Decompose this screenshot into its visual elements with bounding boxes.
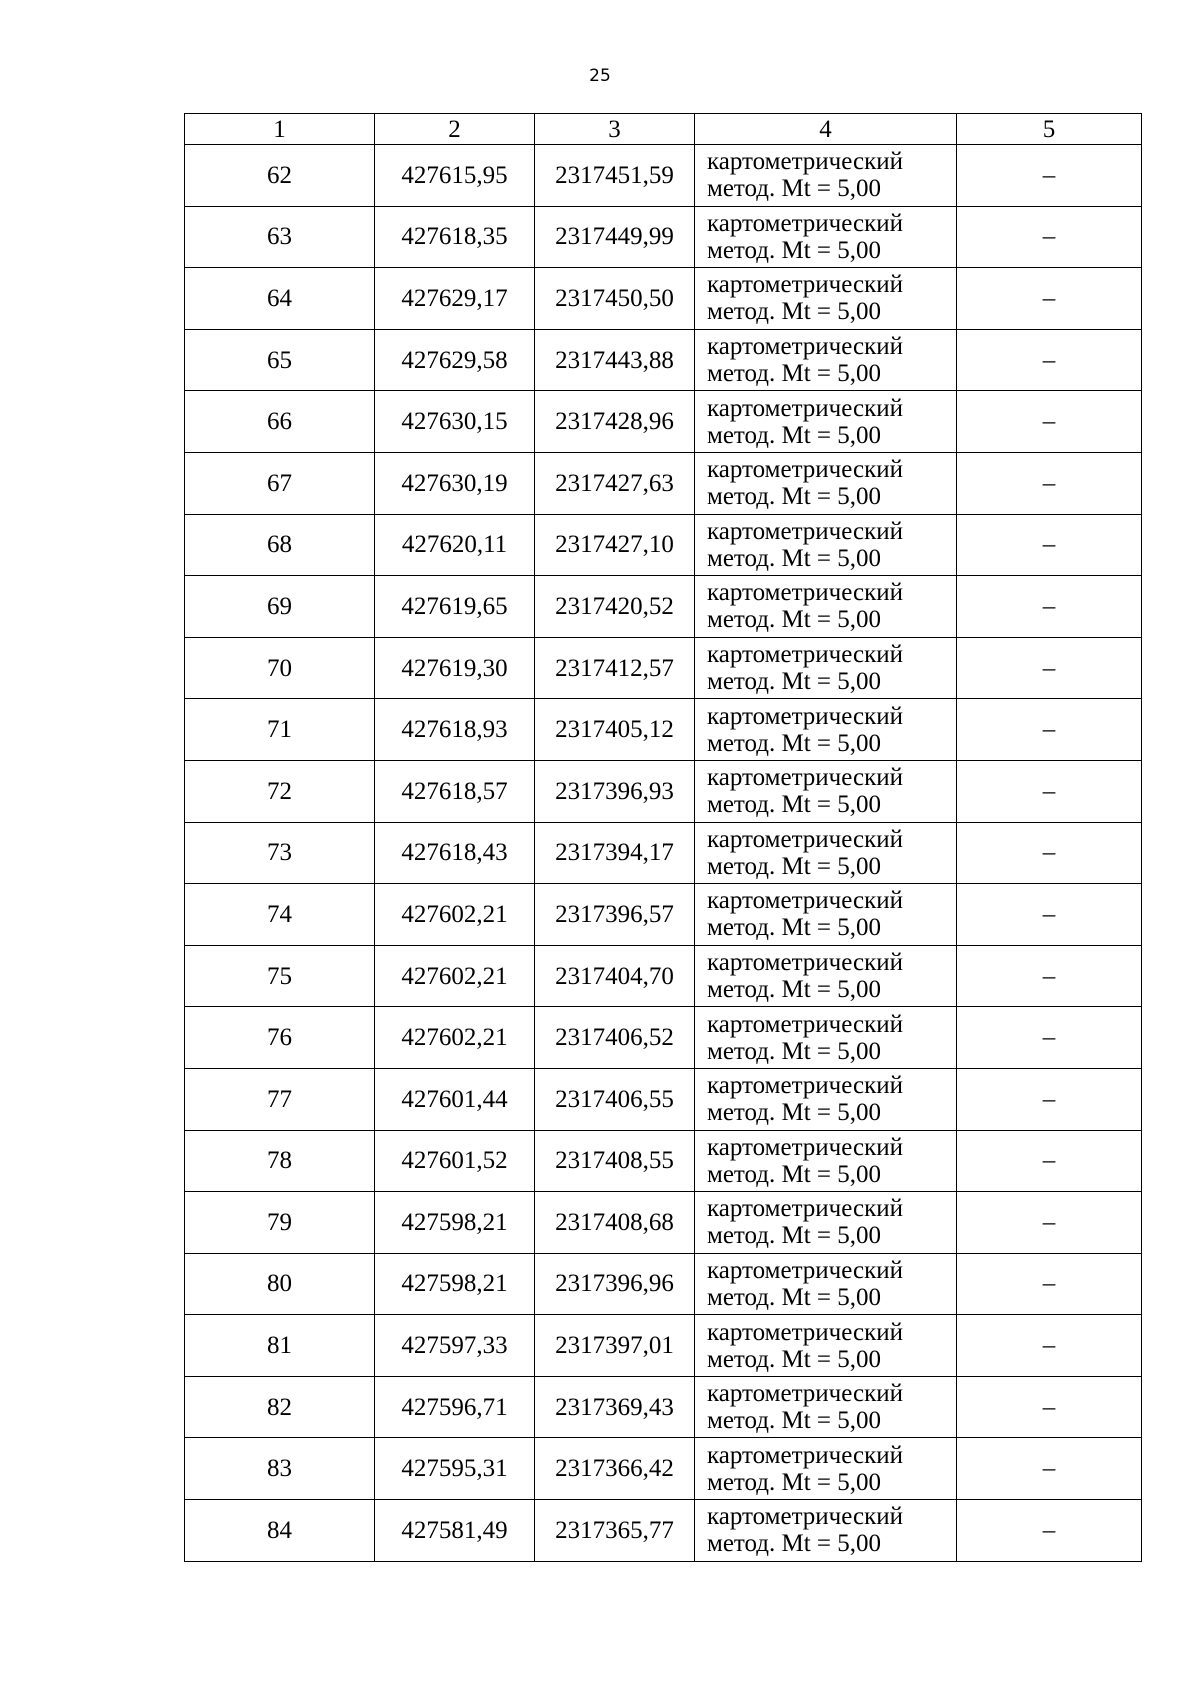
method-cell [695, 760, 957, 822]
table-row [185, 576, 1142, 638]
header-col-3: 3 [535, 114, 695, 145]
point-number-cell: 78 [185, 1130, 375, 1192]
x-coordinate-cell: 427618,93 [375, 699, 535, 761]
y-coordinate-cell: 2317365,77 [535, 1500, 695, 1562]
point-number-cell: 80 [185, 1253, 375, 1315]
x-coordinate-cell: 427618,35 [375, 206, 535, 268]
method-line-2: метод. Mt = 5,00 [707, 852, 882, 880]
point-number-cell: 63 [185, 206, 375, 268]
note-cell: – [957, 884, 1142, 946]
method-line-2: метод. Mt = 5,00 [707, 1222, 882, 1250]
note-cell: – [957, 268, 1142, 330]
point-number-cell: 76 [185, 1007, 375, 1069]
method-line-2: метод. Mt = 5,00 [707, 1530, 882, 1558]
method-cell [695, 884, 957, 946]
method-line-1: картометрический [707, 1256, 903, 1284]
method-line-1: картометрический [707, 702, 903, 730]
y-coordinate-cell: 2317420,52 [535, 576, 695, 638]
note-cell: – [957, 699, 1142, 761]
point-number-cell: 75 [185, 945, 375, 1007]
method-line-2: метод. Mt = 5,00 [707, 360, 882, 388]
note-cell: – [957, 391, 1142, 453]
point-number-cell: 77 [185, 1068, 375, 1130]
method-line-2: метод. Mt = 5,00 [707, 976, 882, 1004]
y-coordinate-cell: 2317428,96 [535, 391, 695, 453]
y-coordinate-cell: 2317404,70 [535, 945, 695, 1007]
table-row [185, 1315, 1142, 1377]
table-row [185, 452, 1142, 514]
method-cell [695, 268, 957, 330]
x-coordinate-cell: 427619,65 [375, 576, 535, 638]
y-coordinate-cell: 2317369,43 [535, 1376, 695, 1438]
x-coordinate-cell: 427596,71 [375, 1376, 535, 1438]
point-number-cell: 70 [185, 637, 375, 699]
y-coordinate-cell: 2317449,99 [535, 206, 695, 268]
y-coordinate-cell: 2317427,63 [535, 452, 695, 514]
method-line-2: метод. Mt = 5,00 [707, 236, 882, 264]
method-line-1: картометрический [707, 1010, 903, 1038]
method-cell [695, 1253, 957, 1315]
x-coordinate-cell: 427620,11 [375, 514, 535, 576]
method-line-2: метод. Mt = 5,00 [707, 729, 882, 757]
method-line-1: картометрический [707, 825, 903, 853]
method-cell [695, 1438, 957, 1500]
method-line-2: метод. Mt = 5,00 [707, 544, 882, 572]
x-coordinate-cell: 427618,57 [375, 760, 535, 822]
y-coordinate-cell: 2317405,12 [535, 699, 695, 761]
method-line-1: картометрический [707, 579, 903, 607]
header-col-1: 1 [185, 114, 375, 145]
method-cell [695, 1192, 957, 1254]
point-number-cell: 67 [185, 452, 375, 514]
table-header [185, 114, 1142, 145]
note-cell: – [957, 576, 1142, 638]
note-cell: – [957, 1130, 1142, 1192]
table-row [185, 1130, 1142, 1192]
method-line-1: картометрический [707, 333, 903, 361]
method-line-2: метод. Mt = 5,00 [707, 791, 882, 819]
method-line-2: метод. Mt = 5,00 [707, 1468, 882, 1496]
header-col-5: 5 [957, 114, 1142, 145]
method-cell [695, 1068, 957, 1130]
point-number-cell: 72 [185, 760, 375, 822]
method-line-1: картометрический [707, 764, 903, 792]
x-coordinate-cell: 427601,52 [375, 1130, 535, 1192]
x-coordinate-cell: 427615,95 [375, 145, 535, 207]
header-row [185, 114, 1142, 145]
y-coordinate-cell: 2317396,93 [535, 760, 695, 822]
point-number-cell: 69 [185, 576, 375, 638]
table-row [185, 1500, 1142, 1562]
method-line-1: картометрический [707, 1133, 903, 1161]
method-cell [695, 452, 957, 514]
method-line-1: картометрический [707, 1380, 903, 1408]
y-coordinate-cell: 2317412,57 [535, 637, 695, 699]
method-line-1: картометрический [707, 949, 903, 977]
note-cell: – [957, 206, 1142, 268]
point-number-cell: 73 [185, 822, 375, 884]
method-line-1: картометрический [707, 1195, 903, 1223]
method-line-1: картометрический [707, 887, 903, 915]
note-cell: – [957, 1192, 1142, 1254]
point-number-cell: 74 [185, 884, 375, 946]
point-number-cell: 65 [185, 329, 375, 391]
note-cell: – [957, 637, 1142, 699]
method-line-2: метод. Mt = 5,00 [707, 1283, 882, 1311]
x-coordinate-cell: 427602,21 [375, 884, 535, 946]
method-cell [695, 145, 957, 207]
table-row [185, 1253, 1142, 1315]
table-row [185, 268, 1142, 330]
method-cell [695, 514, 957, 576]
method-line-1: картометрический [707, 456, 903, 484]
x-coordinate-cell: 427629,58 [375, 329, 535, 391]
y-coordinate-cell: 2317408,55 [535, 1130, 695, 1192]
note-cell: – [957, 1315, 1142, 1377]
method-line-1: картометрический [707, 1503, 903, 1531]
table-row [185, 1438, 1142, 1500]
x-coordinate-cell: 427597,33 [375, 1315, 535, 1377]
method-cell [695, 1130, 957, 1192]
point-number-cell: 64 [185, 268, 375, 330]
method-cell [695, 699, 957, 761]
y-coordinate-cell: 2317396,96 [535, 1253, 695, 1315]
method-line-1: картометрический [707, 271, 903, 299]
y-coordinate-cell: 2317396,57 [535, 884, 695, 946]
x-coordinate-cell: 427601,44 [375, 1068, 535, 1130]
y-coordinate-cell: 2317450,50 [535, 268, 695, 330]
y-coordinate-cell: 2317406,52 [535, 1007, 695, 1069]
x-coordinate-cell: 427598,21 [375, 1192, 535, 1254]
y-coordinate-cell: 2317427,10 [535, 514, 695, 576]
x-coordinate-cell: 427602,21 [375, 1007, 535, 1069]
table-row [185, 637, 1142, 699]
table-row [185, 945, 1142, 1007]
method-cell [695, 1376, 957, 1438]
method-line-2: метод. Mt = 5,00 [707, 606, 882, 634]
coordinates-table [184, 113, 1142, 1562]
y-coordinate-cell: 2317443,88 [535, 329, 695, 391]
table-body [185, 145, 1142, 1562]
point-number-cell: 71 [185, 699, 375, 761]
table-row [185, 391, 1142, 453]
point-number-cell: 79 [185, 1192, 375, 1254]
y-coordinate-cell: 2317406,55 [535, 1068, 695, 1130]
note-cell: – [957, 1376, 1142, 1438]
method-line-2: метод. Mt = 5,00 [707, 483, 882, 511]
header-col-2: 2 [375, 114, 535, 145]
page-number: 25 [589, 66, 611, 86]
note-cell: – [957, 760, 1142, 822]
x-coordinate-cell: 427629,17 [375, 268, 535, 330]
method-line-1: картометрический [707, 394, 903, 422]
point-number-cell: 82 [185, 1376, 375, 1438]
x-coordinate-cell: 427630,19 [375, 452, 535, 514]
method-line-1: картометрический [707, 517, 903, 545]
method-cell [695, 1007, 957, 1069]
method-line-2: метод. Mt = 5,00 [707, 1407, 882, 1435]
method-line-1: картометрический [707, 209, 903, 237]
point-number-cell: 62 [185, 145, 375, 207]
y-coordinate-cell: 2317451,59 [535, 145, 695, 207]
x-coordinate-cell: 427619,30 [375, 637, 535, 699]
table-row [185, 1068, 1142, 1130]
method-line-1: картометрический [707, 148, 903, 176]
x-coordinate-cell: 427618,43 [375, 822, 535, 884]
method-cell [695, 391, 957, 453]
method-cell [695, 1500, 957, 1562]
point-number-cell: 81 [185, 1315, 375, 1377]
note-cell: – [957, 452, 1142, 514]
table-row [185, 760, 1142, 822]
method-cell [695, 637, 957, 699]
x-coordinate-cell: 427581,49 [375, 1500, 535, 1562]
table-row [185, 329, 1142, 391]
method-line-2: метод. Mt = 5,00 [707, 1345, 882, 1373]
y-coordinate-cell: 2317366,42 [535, 1438, 695, 1500]
table-row [185, 822, 1142, 884]
method-line-2: метод. Mt = 5,00 [707, 668, 882, 696]
table-row [185, 884, 1142, 946]
header-col-4: 4 [695, 114, 957, 145]
method-line-2: метод. Mt = 5,00 [707, 421, 882, 449]
note-cell: – [957, 1438, 1142, 1500]
method-line-1: картометрический [707, 1072, 903, 1100]
method-cell [695, 329, 957, 391]
method-line-1: картометрический [707, 641, 903, 669]
table-row [185, 1007, 1142, 1069]
method-line-2: метод. Mt = 5,00 [707, 1037, 882, 1065]
table-row [185, 514, 1142, 576]
note-cell: – [957, 822, 1142, 884]
method-cell [695, 576, 957, 638]
method-line-2: метод. Mt = 5,00 [707, 1099, 882, 1127]
table-row [185, 699, 1142, 761]
x-coordinate-cell: 427630,15 [375, 391, 535, 453]
method-cell [695, 822, 957, 884]
note-cell: – [957, 1253, 1142, 1315]
note-cell: – [957, 945, 1142, 1007]
table-row [185, 206, 1142, 268]
note-cell: – [957, 1068, 1142, 1130]
note-cell: – [957, 145, 1142, 207]
point-number-cell: 68 [185, 514, 375, 576]
y-coordinate-cell: 2317397,01 [535, 1315, 695, 1377]
y-coordinate-cell: 2317394,17 [535, 822, 695, 884]
table-row [185, 1192, 1142, 1254]
method-line-1: картометрический [707, 1318, 903, 1346]
table-row [185, 145, 1142, 207]
x-coordinate-cell: 427595,31 [375, 1438, 535, 1500]
point-number-cell: 83 [185, 1438, 375, 1500]
method-line-2: метод. Mt = 5,00 [707, 914, 882, 942]
y-coordinate-cell: 2317408,68 [535, 1192, 695, 1254]
method-line-1: картометрический [707, 1441, 903, 1469]
method-line-2: метод. Mt = 5,00 [707, 175, 882, 203]
x-coordinate-cell: 427598,21 [375, 1253, 535, 1315]
method-cell [695, 1315, 957, 1377]
method-line-2: метод. Mt = 5,00 [707, 298, 882, 326]
note-cell: – [957, 1500, 1142, 1562]
method-line-2: метод. Mt = 5,00 [707, 1160, 882, 1188]
note-cell: – [957, 514, 1142, 576]
x-coordinate-cell: 427602,21 [375, 945, 535, 1007]
note-cell: – [957, 1007, 1142, 1069]
method-cell [695, 945, 957, 1007]
table-row [185, 1376, 1142, 1438]
note-cell: – [957, 329, 1142, 391]
method-cell [695, 206, 957, 268]
point-number-cell: 66 [185, 391, 375, 453]
point-number-cell: 84 [185, 1500, 375, 1562]
